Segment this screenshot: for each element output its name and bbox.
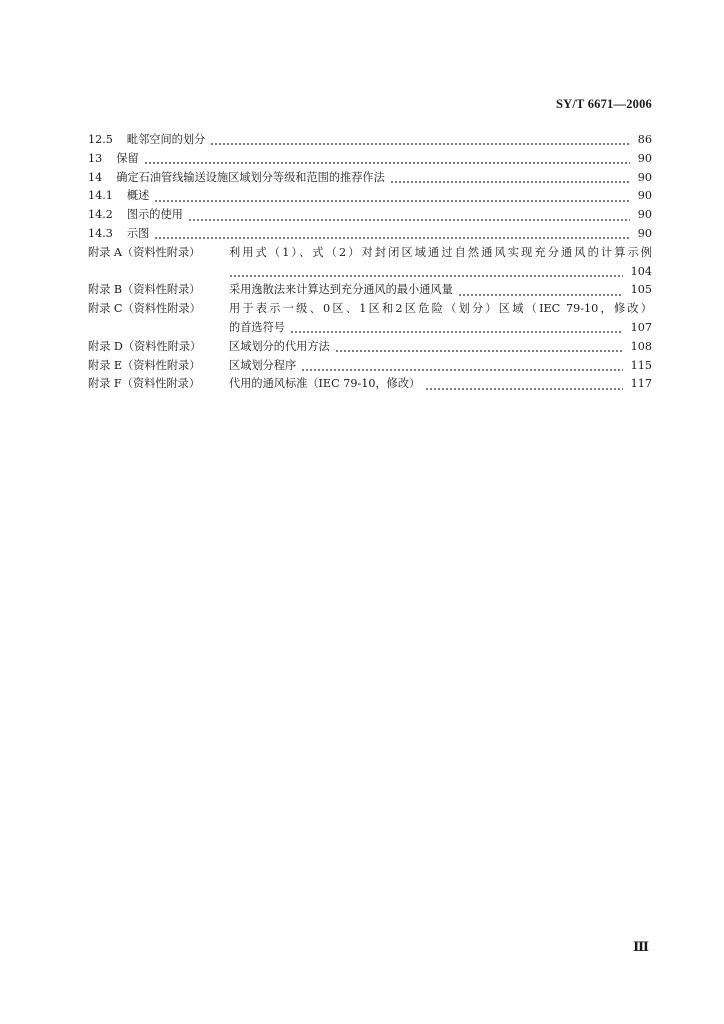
dot-leader — [458, 293, 623, 297]
toc-appendix-entry — [88, 357, 652, 376]
appendix-title-continued: 的首选符号 — [229, 320, 285, 334]
appendix-page: 108 — [630, 339, 652, 353]
toc-appendix-continuation — [88, 319, 652, 338]
appendix-label: 附录 E（资料性附录） — [88, 358, 201, 372]
toc-entry-title: 毗邻空间的划分 — [126, 133, 206, 146]
toc-entry-title: 示图 — [126, 226, 150, 240]
toc-entry-title: 概述 — [126, 189, 150, 203]
toc-entry-page: 90 — [637, 170, 652, 184]
dot-leader — [290, 330, 623, 334]
toc-entry — [88, 206, 652, 225]
appendix-title: 代用的通风标准（IEC 79-10，修改） — [229, 377, 421, 391]
toc-entry-page: 90 — [637, 226, 652, 240]
toc-entry-page: 86 — [637, 133, 652, 146]
toc-appendix-continuation — [88, 263, 652, 282]
dot-leader — [188, 218, 630, 222]
appendix-label: 附录 B（资料性附录） — [88, 283, 201, 297]
dot-leader — [144, 161, 630, 165]
toc-entry — [88, 131, 652, 150]
toc-entry-title: 图示的使用 — [126, 208, 183, 222]
dot-leader — [210, 142, 630, 146]
toc-entry-page: 90 — [637, 208, 652, 222]
dot-leader — [301, 368, 623, 372]
toc-entry-number: 14.3 — [88, 226, 113, 240]
appendix-title: 采用逸散法来计算达到充分通风的最小通风量 — [229, 283, 453, 297]
toc-entry-number: 14.2 — [88, 208, 113, 222]
dot-leader — [390, 180, 630, 184]
toc-appendix-entry — [88, 281, 652, 300]
toc-entry — [88, 169, 652, 188]
appendix-label: 附录 A（资料性附录） — [88, 245, 201, 259]
toc-entry-number: 12.5 — [88, 133, 113, 146]
appendix-label: 附录 D（资料性附录） — [88, 339, 202, 353]
appendix-page: 115 — [630, 358, 652, 372]
appendix-page: 117 — [630, 377, 652, 391]
toc-entry-number: 14 — [88, 170, 103, 184]
appendix-title: 利用式（1）、式（2）对封闭区域通过自然通风实现充分通风的计算示例 — [229, 245, 652, 259]
appendix-title: 区域划分的代用方法 — [229, 339, 330, 353]
appendix-label: 附录 C（资料性附录） — [88, 302, 201, 316]
appendix-page: 104 — [630, 264, 652, 278]
dot-leader — [425, 387, 622, 391]
toc-entry-page: 90 — [637, 189, 652, 203]
toc-entry — [88, 225, 652, 244]
table-of-contents — [88, 131, 652, 394]
toc-entry-title: 保留 — [116, 151, 139, 165]
toc-entry-number: 13 — [88, 151, 103, 165]
appendix-label: 附录 F（资料性附录） — [88, 377, 201, 391]
dot-leader — [335, 349, 623, 353]
toc-entry — [88, 187, 652, 206]
toc-entry-number: 14.1 — [88, 189, 113, 203]
toc-appendix-entry — [88, 338, 652, 357]
standard-code: SY/T 6671—2006 — [556, 97, 652, 111]
toc-entry-title: 确定石油管线输送设施区域划分等级和范围的推荐作法 — [116, 170, 385, 184]
page-number: Ⅲ — [633, 940, 649, 955]
toc-appendix-entry — [88, 375, 652, 394]
appendix-page: 105 — [630, 283, 652, 297]
toc-appendix-entry — [88, 300, 652, 319]
toc-entry — [88, 150, 652, 169]
appendix-page: 107 — [630, 320, 652, 334]
appendix-title: 用于表示一级、0区、1区和2区危险（划分）区域（IEC 79-10，修改） — [229, 302, 652, 316]
dot-leader — [154, 199, 629, 203]
dot-leader — [229, 274, 623, 278]
dot-leader — [154, 236, 629, 240]
toc-entry-page: 90 — [637, 151, 652, 165]
toc-appendix-entry — [88, 244, 652, 263]
appendix-title: 区域划分程序 — [229, 358, 297, 372]
